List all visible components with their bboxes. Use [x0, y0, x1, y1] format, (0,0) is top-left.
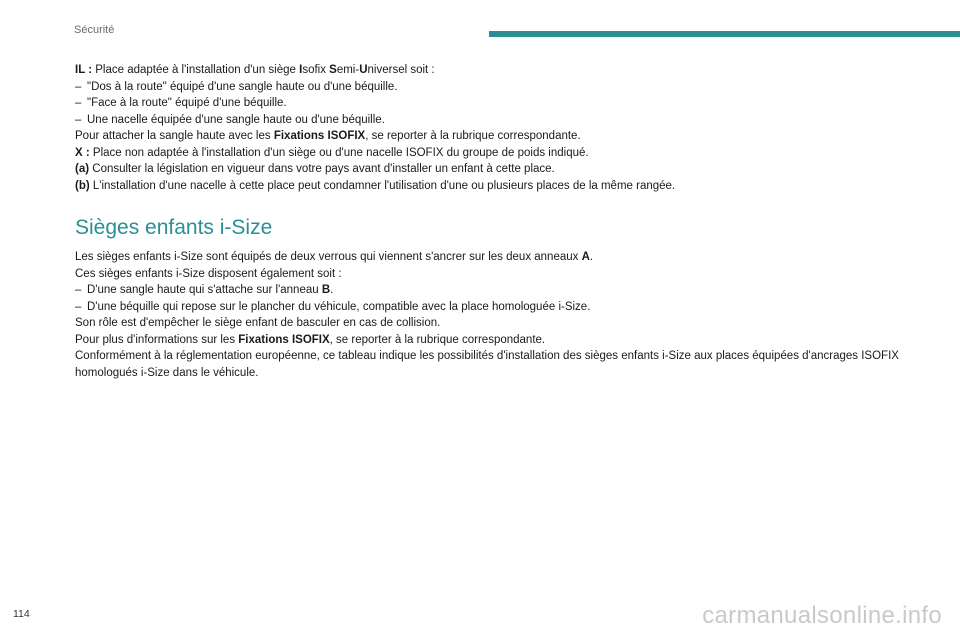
- x-label: X :: [75, 146, 90, 159]
- note-a: (a) Consulter la législation en vigueur dans votre pays avant d'installer un enfant à cette place.: [75, 163, 555, 175]
- il-definition: IL : Place adaptée à l'installation d'un siège Isofix Semi-Universel soit :: [75, 64, 435, 76]
- section-title: Sécurité: [74, 24, 115, 36]
- page-content: [75, 62, 935, 381]
- note-b: (b) L'installation d'une nacelle à cette place peut condamner l'utilisation d'une ou plusieurs places de la même rangée.: [75, 179, 676, 192]
- page-number: 114: [13, 608, 30, 620]
- list-item: – Une nacelle équipée d'une sangle haute ou d'une béquille.: [75, 113, 385, 126]
- paragraph: Son rôle est d'empêcher le siège enfant de basculer en cas de collision.: [75, 317, 441, 329]
- section-heading: Sièges enfants i-Size: [75, 216, 273, 239]
- list-item: – D'une béquille qui repose sur le plancher du véhicule, compatible avec la place homologuée i-Size.: [75, 300, 591, 313]
- il-label: IL :: [75, 64, 93, 76]
- list-item: – D'une sangle haute qui s'attache sur l'anneau B.: [75, 284, 334, 296]
- paragraph: Conformément à la réglementation européenne, ce tableau indique les possibilités d'installation des sièges enfants i-Size aux places équipées d'ancrages ISOFIX homologués i-Size dans le véhicule.: [75, 350, 899, 379]
- list-item: – "Dos à la route" équipé d'une sangle haute ou d'une béquille.: [75, 80, 398, 93]
- topstrap-note: Pour attacher la sangle haute avec les Fixations ISOFIX, se reporter à la rubrique correspondante.: [75, 130, 581, 142]
- x-definition: X : Place non adaptée à l'installation d'un siège ou d'une nacelle ISOFIX du groupe de poids indiqué.: [75, 146, 589, 159]
- list-item: – "Face à la route" équipé d'une béquille.: [75, 97, 287, 109]
- paragraph: Pour plus d'informations sur les Fixations ISOFIX, se reporter à la rubrique correspondante.: [75, 333, 546, 346]
- paragraph: Ces sièges enfants i-Size disposent également soit :: [75, 267, 342, 280]
- paragraph: Les sièges enfants i-Size sont équipés de deux verrous qui viennent s'ancrer sur les deux anneaux A.: [75, 251, 594, 263]
- watermark: carmanualsonline.info: [702, 602, 942, 629]
- header-accent-bar: [489, 31, 960, 37]
